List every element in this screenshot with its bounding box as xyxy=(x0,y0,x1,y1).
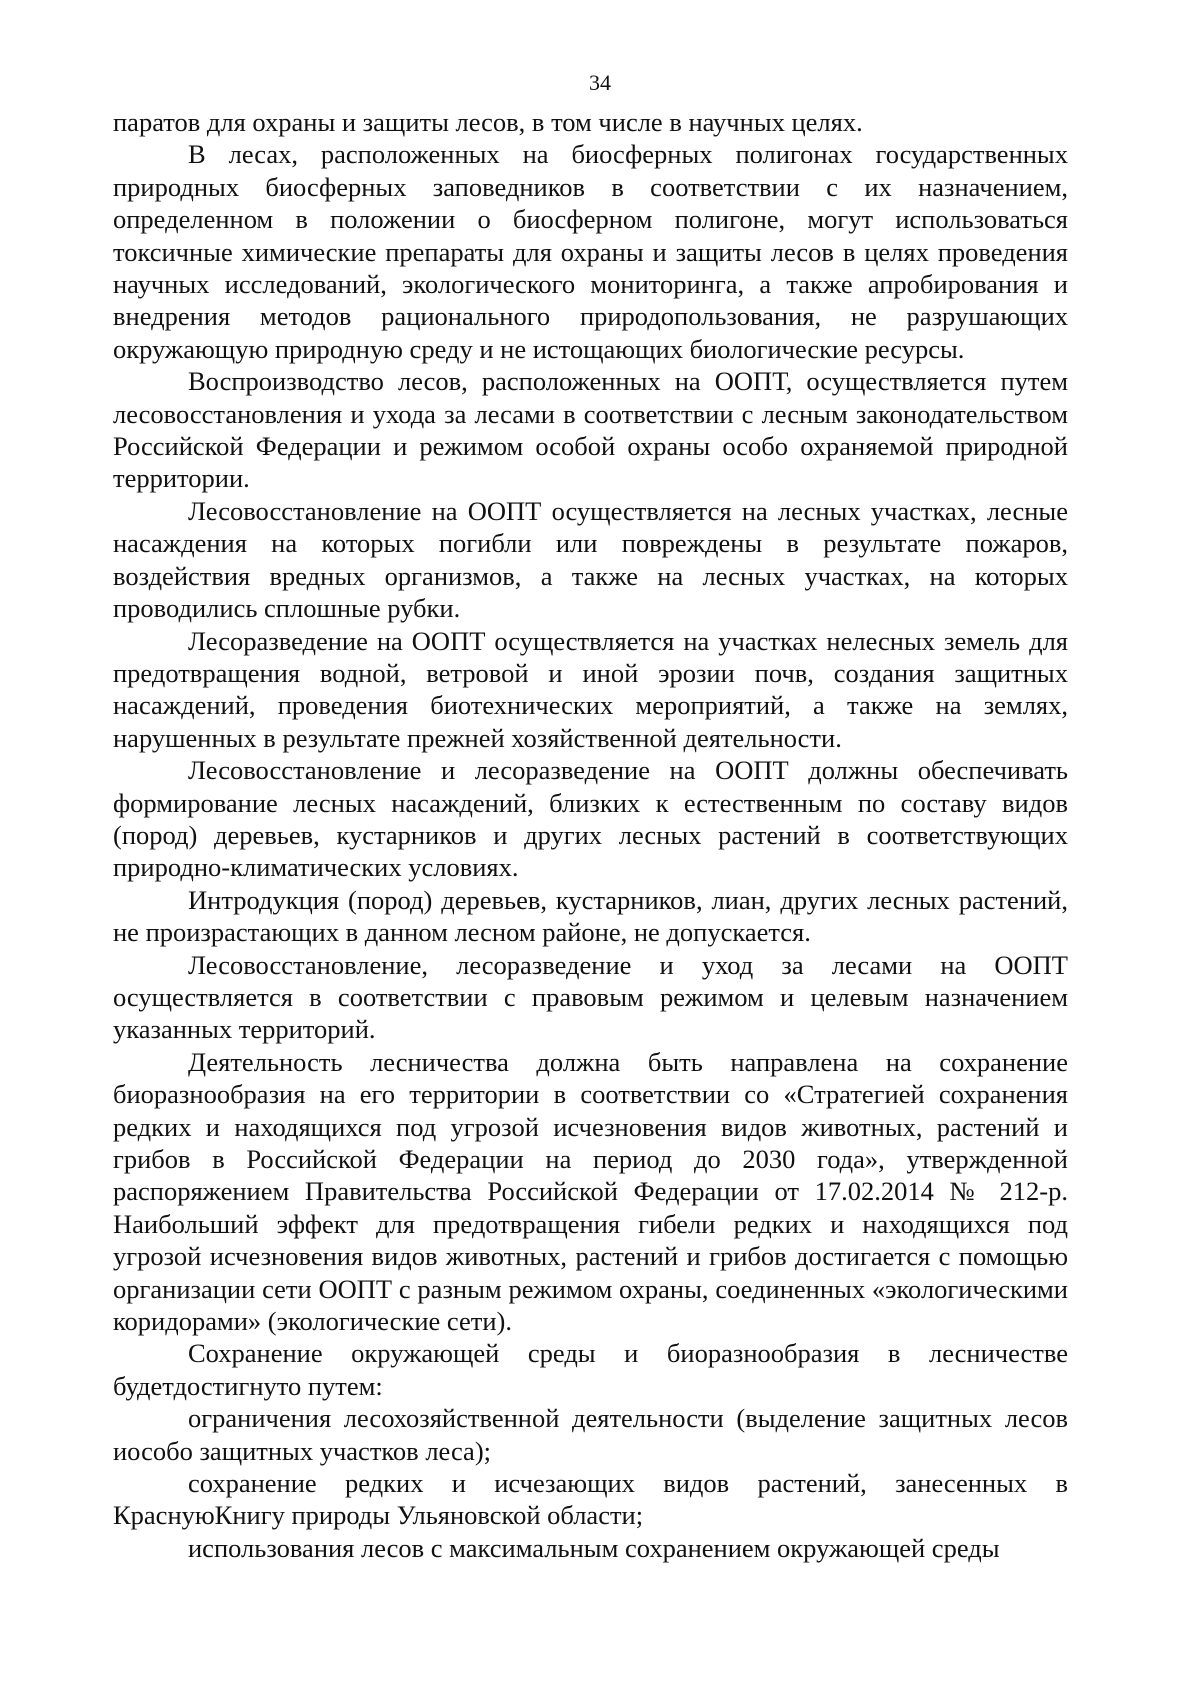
paragraph: Воспроизводство лесов, расположенных на ООПТ, осуществляется путем лесовосстановления и ухода за лесами в соответствии с лесным законодательством Российской Федерации и режимом особой охраны особо охраняемой природной территории. xyxy=(113,366,1068,494)
paragraph: Интродукция (пород) деревьев, кустарников, лиан, других лесных растений, не произрастающих в данном лесном районе, не допускается. xyxy=(113,884,1068,948)
paragraph: Лесоразведение на ООПТ осуществляется на участках нелесных земель для предотвращения водной, ветровой и иной эрозии почв, создания защитных насаждений, проведения биотехнических мероприятий, а также на землях, нарушенных в результате прежней хозяйственной деятельности. xyxy=(113,625,1068,753)
paragraph: Лесовосстановление на ООПТ осуществляется на лесных участках, лесные насаждения на которых погибли или повреждены в результате пожаров, воздействия вредных организмов, а также на лесных участках, на которых проводились сплошные рубки. xyxy=(113,495,1068,624)
list-item: использования лесов с максимальным сохранением окружающей среды xyxy=(188,1532,1000,1563)
paragraph: Сохранение окружающей среды и биоразнообразия в лесничестве будетдостигнуто путем: xyxy=(113,1338,1068,1401)
paragraph: Деятельность лесничества должна быть направлена на сохранение биоразнообразия на его территории в соответствии со «Стратегией сохранения редких и находящихся под угрозой исчезновения видов животных, растений и грибов в Российской Федерации на период до 2030 года», утвержденной распоряжением Правительства Российской Федерации от 17.02.2014 № 212-р. Наибольший эффект для предотвращения гибели редких и находящихся под угрозой исчезновения видов животных, растений и грибов достигается с помощью организации сети ООПТ с разным режимом охраны, соединенных «экологическими коридорами» (экологические сети). xyxy=(113,1046,1068,1337)
list-item: сохранение редких и исчезающих видов растений, занесенных в КраснуюКнигу природы Ульяновской области; xyxy=(113,1468,1068,1531)
paragraph: В лесах, расположенных на биосферных полигонах государственных природных биосферных заповедников в соответствии с их назначением, определенном в положении о биосферном полигоне, могут использоваться токсичные химические препараты для охраны и защиты лесов в целях проведения научных исследований, экологического мониторинга, а также апробирования и внедрения методов рационального природопользования, не разрушающих окружающую природную среду и не истощающих биологические ресурсы. xyxy=(113,139,1068,364)
paragraph: Лесовосстановление и лесоразведение на ООПТ должны обеспечивать формирование лесных насаждений, близких к естественным по составу видов (пород) деревьев, кустарников и других лесных растений в соответствующих природно-климатических условиях. xyxy=(113,755,1068,883)
paragraph: паратов для охраны и защиты лесов, в том числе в научных целях. xyxy=(113,107,863,137)
list-item: ограничения лесохозяйственной деятельности (выделение защитных лесов иособо защитных участков леса); xyxy=(113,1403,1068,1466)
document-body xyxy=(113,106,1068,1564)
page-number: 34 xyxy=(589,70,611,95)
paragraph: Лесовосстановление, лесоразведение и уход за лесами на ООПТ осуществляется в соответствии с правовым режимом и целевым назначением указанных территорий. xyxy=(113,949,1068,1045)
